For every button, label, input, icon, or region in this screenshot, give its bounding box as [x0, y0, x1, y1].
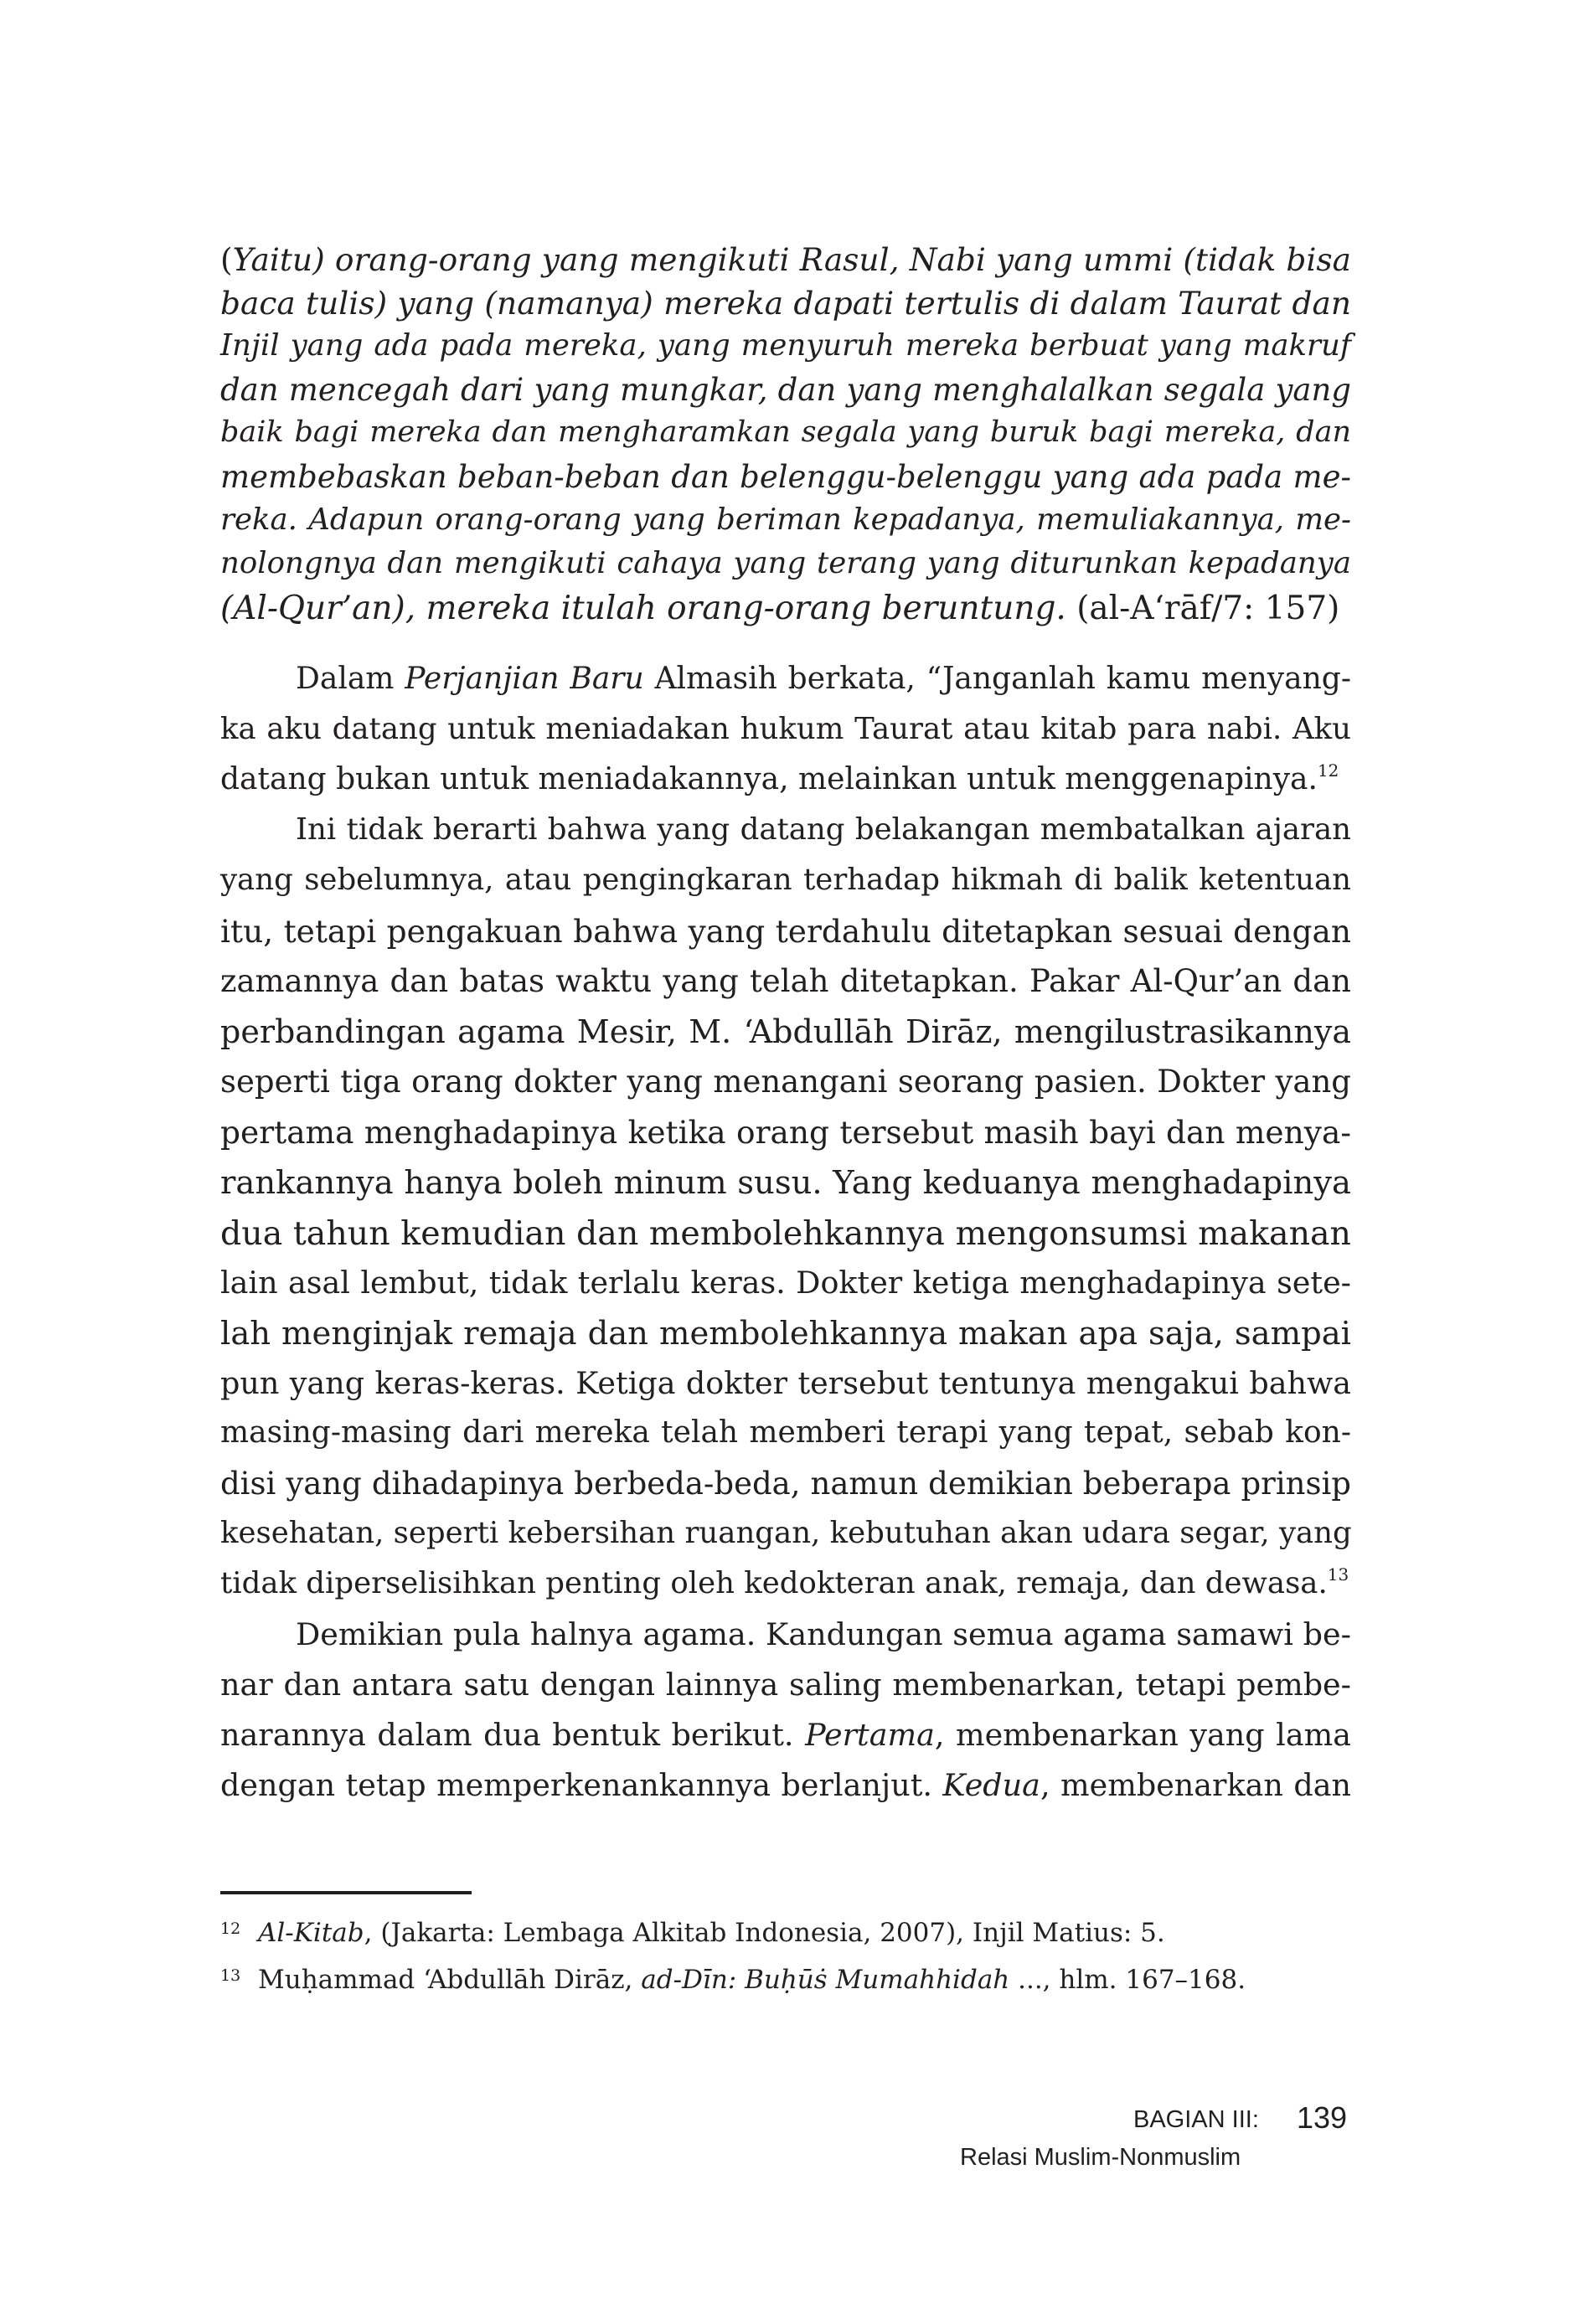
paragraph-line: seperti tiga orang dokter yang menangani seorang pasien. Dokter yang: [220, 1064, 1351, 1100]
paragraph-line: Demikian pula halnya agama. Kandungan semua agama samawi be-: [296, 1616, 1351, 1652]
footnote-ref[interactable]: 12: [1317, 760, 1339, 781]
section-label: BAGIAN III:: [1133, 2106, 1259, 2133]
section-subtitle: Relasi Muslim-Nonmuslim: [960, 2144, 1241, 2171]
paragraph-line: dengan tetap memperkenankannya berlanjut. Kedua, membenarkan dan: [220, 1767, 1351, 1803]
paragraph-line: pun yang keras-keras. Ketiga dokter tersebut tentunya mengakui bahwa: [220, 1365, 1351, 1401]
paragraph-line: pertama menghadapinya ketika orang tersebut masih bayi dan menya-: [220, 1114, 1351, 1151]
paragraph-line: ka aku datang untuk meniadakan hukum Taurat atau kitab para nabi. Aku: [220, 712, 1351, 746]
footnote-ref[interactable]: 13: [1327, 1564, 1349, 1585]
paragraph-line: nar dan antara satu dengan lainnya saling membenarkan, tetapi pembe-: [220, 1667, 1351, 1703]
quote-line: nolongnya dan mengikuti cahaya yang terang yang diturunkan kepadanya: [220, 546, 1351, 580]
paragraph-line: perbandingan agama Mesir, M. ‘Abdullāh Dirāz, mengilustrasikannya: [220, 1013, 1351, 1050]
paragraph-line: tidak diperselisihkan penting oleh kedokteran anak, remaja, dan dewasa.$^{13}$: [220, 1564, 1349, 1600]
paragraph-line: narannya dalam dua bentuk berikut. Pertama, membenarkan yang lama: [220, 1717, 1351, 1753]
footnote-number: 12: [220, 1919, 241, 1938]
paragraph-line: yang sebelumnya, atau pengingkaran terhadap hikmah di balik ketentuan: [220, 863, 1351, 897]
quote-line: Injil yang ada pada mereka, yang menyuruh mereka berbuat yang makruf: [220, 328, 1351, 363]
paragraph-line: lah menginjak remaja dan membolehkannya makan apa saja, sampai: [220, 1315, 1351, 1353]
paragraph-line: Ini tidak berarti bahwa yang datang belakangan membatalkan ajaran: [296, 812, 1351, 847]
paragraph-line: disi yang dihadapinya berbeda-beda, namun demikian beberapa prinsip: [220, 1466, 1351, 1502]
quote-line: reka. Adapun orang-orang yang beriman kepadanya, memuliakannya, me-: [220, 502, 1351, 537]
quote-line: (Yaitu) orang-orang yang mengikuti Rasul, Nabi yang ummi (tidak bisa: [220, 241, 1351, 278]
quote-citation: (al-A‘rāf/7: 157): [1076, 590, 1340, 627]
paragraph-line: Dalam Perjanjian Baru Almasih berkata, “Janganlah kamu menyang-: [296, 662, 1351, 696]
quote-line: baik bagi mereka dan mengharamkan segala yang buruk bagi mereka, dan: [220, 415, 1351, 449]
quote-line: membebaskan beban-beban dan belenggu-belenggu yang ada pada me-: [220, 459, 1351, 495]
footnote-13: 13 Muḥammad ‘Abdullāh Dirāz, ad-Dīn: Buḥūṡ Mumahhidah ..., hlm. 167–168.: [220, 1965, 1246, 1995]
footnote-number: 13: [220, 1966, 241, 1985]
paragraph-line: lain asal lembut, tidak terlalu keras. Dokter ketiga menghadapinya sete-: [220, 1265, 1351, 1301]
paragraph-line: datang bukan untuk meniadakannya, melainkan untuk menggenapinya.$^{12}$: [220, 760, 1339, 796]
quote-line: dan mencegah dari yang mungkar, dan yang menghalalkan segala yang: [220, 372, 1351, 408]
quote-line: (Al-Qur’an), mereka itulah orang-orang beruntung. (al-A‘rāf/7: 157): [220, 590, 1340, 627]
page-number: 139: [1297, 2100, 1348, 2135]
footnote-rule: [220, 1891, 472, 1894]
footnote-12: 12 Al-Kitab, (Jakarta: Lembaga Alkitab Indonesia, 2007), Injil Matius: 5.: [220, 1918, 1165, 1948]
paragraph-line: kesehatan, seperti kebersihan ruangan, kebutuhan akan udara segar, yang: [220, 1516, 1352, 1550]
paragraph-line: dua tahun kemudian dan membolehkannya mengonsumsi makanan: [220, 1214, 1351, 1253]
paragraph-line: itu, tetapi pengakuan bahwa yang terdahulu ditetapkan sesuai dengan: [220, 913, 1351, 950]
paragraph-line: zamannya dan batas waktu yang telah ditetapkan. Pakar Al-Qur’an dan: [220, 963, 1351, 999]
paragraph-line: rankannya hanya boleh minum susu. Yang keduanya menghadapinya: [220, 1164, 1351, 1202]
paragraph-line: masing-masing dari mereka telah memberi terapi yang tepat, sebab kon-: [220, 1415, 1351, 1450]
quote-line: baca tulis) yang (namanya) mereka dapati tertulis di dalam Taurat dan: [220, 285, 1351, 322]
